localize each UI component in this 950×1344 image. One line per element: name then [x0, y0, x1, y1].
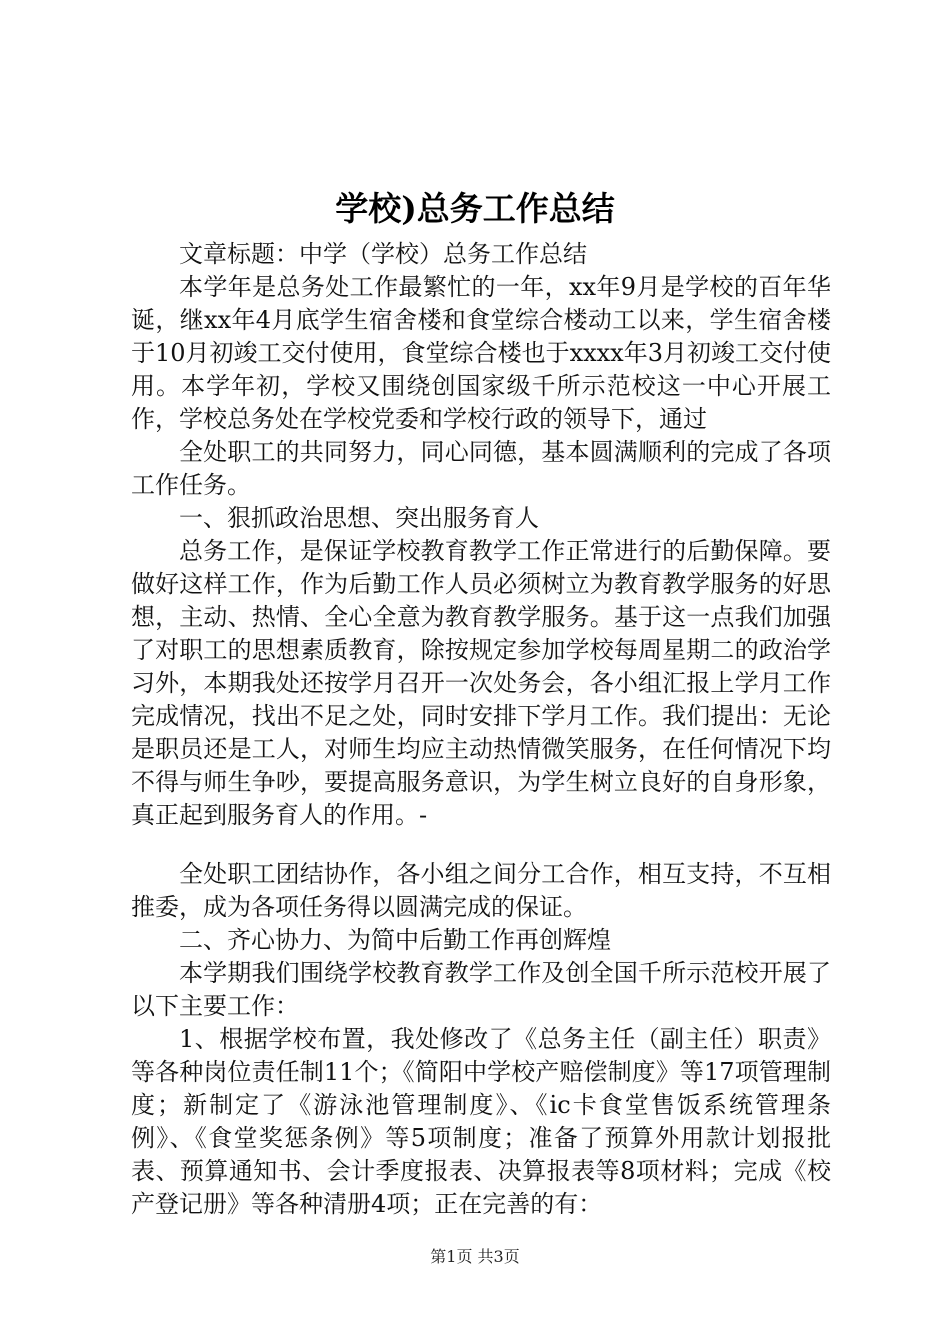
document-title: 学校)总务工作总结 [335, 189, 615, 228]
paragraph-item-1: 1、根据学校布置，我处修改了《总务主任（副主任）职责》等各种岗位责任制11个；《简阳中学校产赔偿制度》等17项管理制度；新制定了《游泳池管理制度》、《ic卡食堂售饭系统管理条例》、《食堂奖惩条例》等5项制度；准备了预算外用款计划报批表、预算通知书、会计季度报表、决算报表等8项材料；完成《校产登记册》等各种清册4项；正在完善的有： [131, 1025, 831, 1218]
paragraph-teamwork: 全处职工团结协作，各小组之间分工合作，相互支持，不互相推委，成为各项任务得以圆满完成的保证。 [131, 860, 831, 921]
section-heading-2: 二、齐心协力、为简中后勤工作再创辉煌 [179, 926, 611, 954]
paragraph-service: 总务工作，是保证学校教育教学工作正常进行的后勤保障。要做好这样工作，作为后勤工作人员必须树立为教育教学服务的好思想，主动、热情、全心全意为教育教学服务。基于这一点我们加强了对职工的思想素质教育，除按规定参加学校每周星期二的政治学习外，本期我处还按学月召开一次处务会，各小组汇报上学月工作完成情况，找出不足之处，同时安排下学月工作。我们提出：无论是职员还是工人，对师生均应主动热情微笑服务，在任何情况下均不得与师生争吵，要提高服务意识，为学生树立良好的自身形象，真正起到服务育人的作用。- [131, 537, 831, 829]
paragraph-intro: 本学年是总务处工作最繁忙的一年，xx年9月是学校的百年华诞，继xx年4月底学生宿舍楼和食堂综合楼动工以来，学生宿舍楼于10月初竣工交付使用，食堂综合楼也于xxxx年3月初竣工交付使用。本学年初，学校又围绕创国家级千所示范校这一中心开展工作，学校总务处在学校党委和学校行政的领导下，通过 [131, 273, 831, 433]
section-heading-1: 一、狠抓政治思想、突出服务育人 [179, 504, 539, 532]
paragraph-main-work: 本学期我们围绕学校教育教学工作及创全国千所示范校开展了以下主要工作： [131, 959, 831, 1020]
paragraph-staff-effort: 全处职工的共同努力，同心同德，基本圆满顺利的完成了各项工作任务。 [131, 438, 831, 499]
article-title-line: 文章标题：中学（学校）总务工作总结 [179, 240, 587, 268]
document-body [131, 238, 831, 1221]
page-footer: 第1页 共3页 [430, 1247, 520, 1266]
